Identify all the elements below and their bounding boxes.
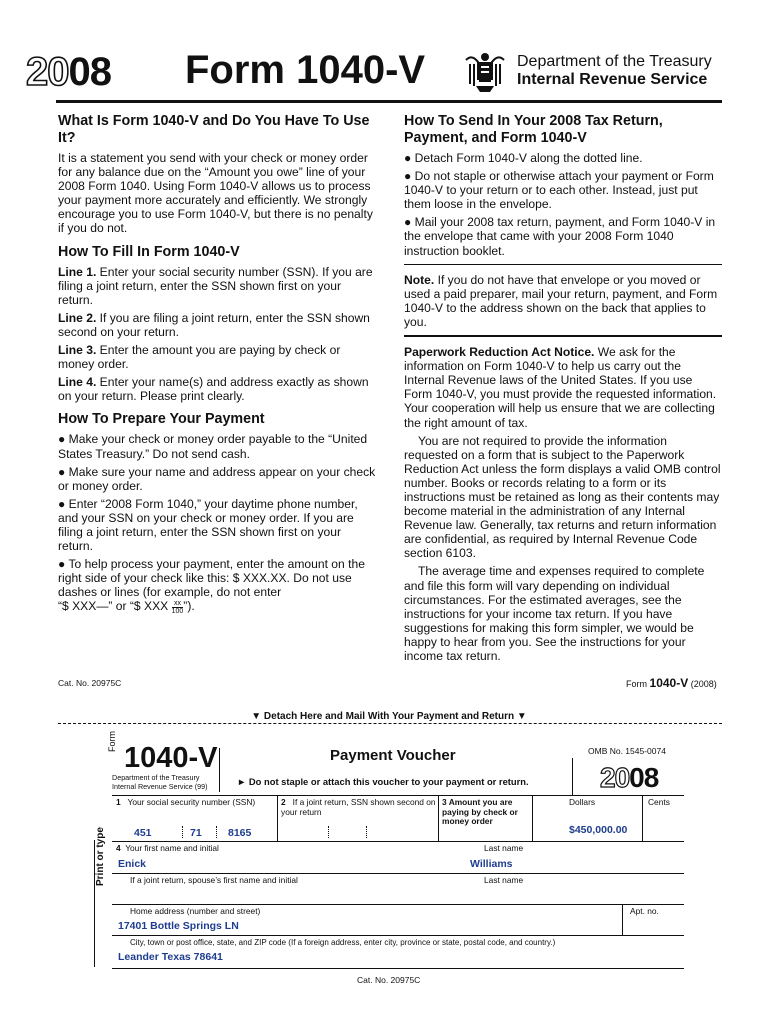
divider [182,826,183,838]
heading-how-to-send: How To Send In Your 2008 Tax Return, Payment, and Form 1040-V [404,113,663,146]
divider [532,796,533,841]
send-bullet-2: ● Do not staple or otherwise attach your payment or Form 1040-V to your return or to each other. Instead, just put them loose in the envelope. [404,169,714,212]
spouse-last-name-label: Last name [484,875,524,885]
voucher-department: Department of the Treasury Internal Revenue Service (99) [112,773,208,791]
paragraph-what-is: It is a statement you send with your check or money order for any balance due on the “Amount you owe” line of your 2008 Form 1040. Using Form 1040-V allows us to process your payment more accurately and efficiently. We strongly encourage you to use Form 1040-V, but there is no penalty if you do not. [58,151,373,236]
address-value[interactable]: 17401 Bottle Springs LN [118,920,239,932]
cents-fraction: $\frac{xx}{100}$ [171,599,184,615]
voucher-staple-note: ► Do not staple or attach this voucher to your payment or return. [237,776,529,787]
divider [404,335,722,337]
voucher-fields [112,795,684,969]
prepare-bullet-4: ● To help process your payment, enter the amount on the right side of your check like this: $ XXX.XX. Do not use dashes or lines (for example, do not enter “$ XXX—” or “$ XXX $\frac{xx}{100}$ ”). [58,557,365,615]
form-footer-label: Form 1040-V (2008) [626,676,717,690]
voucher-year: 2008 [600,762,659,793]
heading-what-is: What Is Form 1040-V and Do You Have To Use It? [58,113,370,146]
dollars-label: Dollars [569,797,596,807]
divider [328,826,329,838]
ssn-part-1[interactable]: 451 [134,827,152,839]
divider [642,796,643,841]
amount-field-label: 3 Amount you are paying by check or money order [442,797,518,827]
divider [112,935,684,936]
detach-instruction: ▼ Detach Here and Mail With Your Payment and Return ▼ [251,711,527,722]
irs-eagle-logo-icon [462,50,508,94]
divider [404,264,722,265]
apt-label: Apt. no. [630,906,659,916]
divider [112,904,684,905]
left-column [58,113,376,619]
divider [219,748,220,792]
ssn-part-2[interactable]: 71 [190,827,202,839]
first-name-value[interactable]: Enick [118,858,147,870]
agency-name: Internal Revenue Service [517,71,708,88]
line3-instruction: Line 3. Enter the amount you are paying by check or money order. [58,343,341,372]
first-name-label: 4 Your first name and initial [116,843,219,853]
divider [277,796,278,841]
voucher-catalog-number: Cat. No. 20975C [357,975,421,985]
cents-label: Cents [648,797,670,807]
prepare-bullet-1: ● Make your check or money order payable to the “United States Treasury.” Do not send cash. [58,432,368,461]
heading-prepare-payment: How To Prepare Your Payment [58,411,265,428]
paperwork-notice: Paperwork Reduction Act Notice. We ask for the information on Form 1040-V to help us carry out the Internal Revenue laws of the United States. If you use Form 1040-V, you must provide the requested information. Your cooperation will help us ensure that we are collecting the right amount of tax. [404,345,717,430]
department-name: Department of the Treasury [517,53,712,70]
send-bullet-3: ● Mail your 2008 tax return, payment, and Form 1040-V in the envelope that came with your 2008 Form 1040 instruction booklet. [404,215,716,258]
paperwork-paragraph-2: You are not required to provide the information requested on a form that is subject to the Paperwork Reduction Act unless the form displays a valid OMB control number. Books or records relating to a form or its instructions must be retained as long as their contents may become material in the administration of any Internal Revenue law. Generally, tax returns and return information are confidential, as required by Internal Revenue Code section 6103. [404,433,721,561]
divider [438,796,439,841]
print-or-type-label: Print or type [95,827,106,886]
divider [216,826,217,838]
line2-instruction: Line 2. If you are filing a joint return, enter the SSN shown second on your return. [58,310,370,339]
header-rule [56,100,722,103]
city-value[interactable]: Leander Texas 78641 [118,951,223,963]
form-year: 2008 [26,50,111,94]
city-label: City, town or post office, state, and ZIP code (If a foreign address, enter city, province or state, postal code, and country.) [130,938,556,947]
paperwork-paragraph-3: The average time and expenses required to complete and file this form will vary depending on individual circumstances. For the estimated averages, see the instructions for your income tax return. If you have suggestions for making this form simpler, we would be happy to hear from you. See the instructions for your income tax return. [404,564,705,663]
catalog-number: Cat. No. 20975C [58,678,122,688]
detach-dashed-line[interactable] [58,723,722,724]
omb-number: OMB No. 1545-0074 [588,746,666,756]
voucher-form-number: 1040-V [124,742,218,774]
divider [112,873,684,874]
ssn-part-3[interactable]: 8165 [228,827,252,839]
heading-how-to-fill: How To Fill In Form 1040-V [58,243,240,260]
prepare-bullet-3: ● Enter “2008 Form 1040,” your daytime phone number, and your SSN on your check or money order. If you are filing a joint return, enter the SSN shown first on your return. [58,496,358,554]
divider [112,841,684,842]
form-title: Form 1040-V [185,48,426,92]
spouse-ssn-field-label: 2 If a joint return, SSN shown second on your return [281,797,436,817]
prepare-bullet-2: ● Make sure your name and address appear on your check or money order. [58,464,376,493]
line1-instruction: Line 1. Enter your social security number (SSN). If you are filing a joint return, enter the SSN shown first on your return. [58,264,373,307]
voucher-heading: Payment Voucher [330,747,456,764]
ssn-field-label: 1 Your social security number (SSN) [116,797,256,807]
address-label: Home address (number and street) [130,906,261,916]
right-column [404,113,722,667]
amount-value[interactable]: $450,000.00 [569,824,628,836]
line4-instruction: Line 4. Enter your name(s) and address exactly as shown on your return. Please print clearly. [58,375,369,404]
send-bullet-1: ● Detach Form 1040-V along the dotted line. [404,151,643,165]
note-paragraph: Note. If you do not have that envelope or you moved or used a paid preparer, mail your return, payment, and Form 1040-V to the address shown on the back that applies to you. [404,272,718,329]
divider [622,904,623,935]
spouse-first-name-label: If a joint return, spouse’s first name and initial [130,875,298,885]
last-name-label: Last name [484,843,524,853]
divider [366,826,367,838]
voucher-form-label: Form [107,731,117,752]
last-name-value[interactable]: Williams [470,858,513,870]
